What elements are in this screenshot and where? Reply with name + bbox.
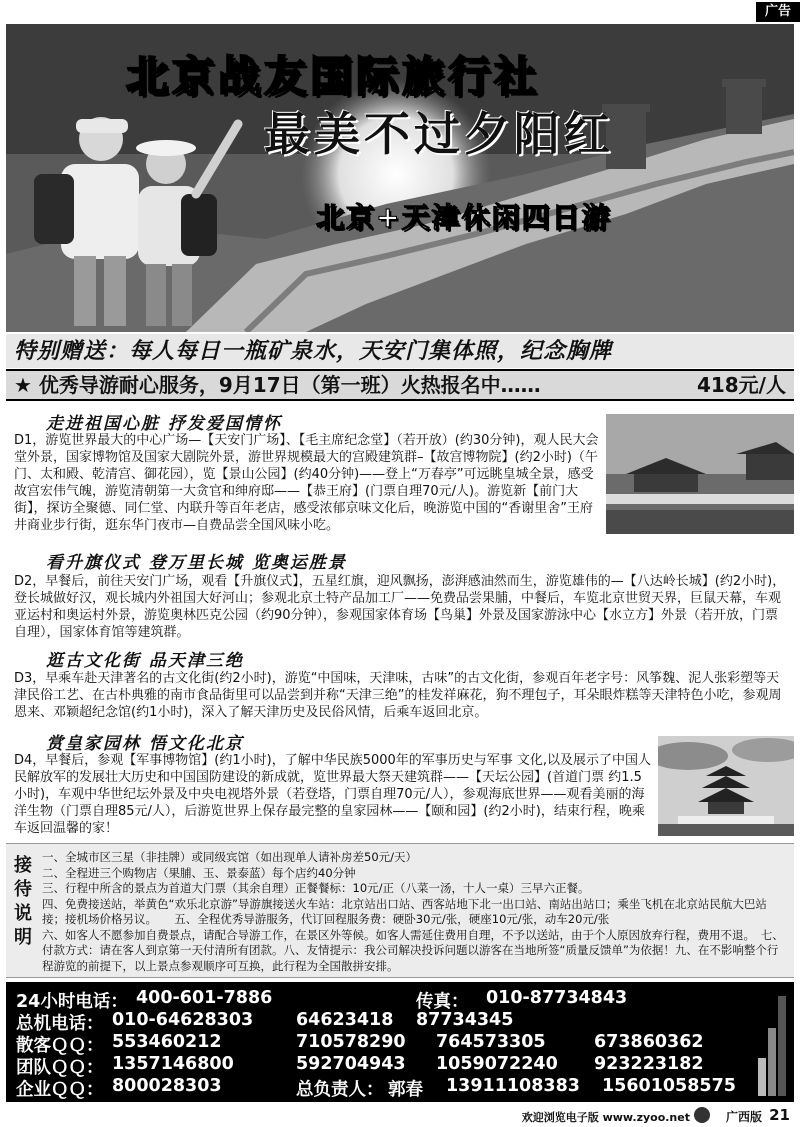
notice-line: 三、行程中所含的景点为首道大门票（其余自理）正餐餐标：10元/正（八菜一汤，十人一桌）三早六正餐。 [42, 881, 590, 895]
notice-line: 四、免费接送站，举黄色“欢乐北京游”导游旗接送火车站：北京站出口站、西客站地下北一出口站、南站出站口；乘坐飞机在北京站民航大巴站接；接机场价格另议。 五、全程优秀导游服务，代订回程服务费：硬卧30元/张，硬座10元/张，动车20元/张 [42, 896, 767, 926]
edition-label: 广西版 [725, 1110, 762, 1124]
notice-text [42, 850, 786, 974]
page-number: 21 [769, 1106, 790, 1124]
notice-line: 二、全程进三个购物店（果脯、玉、景泰蓝）每个店约40分钟 [42, 865, 356, 880]
notice-panel [6, 843, 794, 978]
day2-heading: 看升旗仪式 登万里长城 览奥运胜景 [46, 553, 347, 573]
palace-photo [606, 414, 794, 534]
tour-name: 北京+天津休闲四日游 [316, 201, 612, 234]
ad-tag: 广告 [756, 2, 800, 22]
notice-line: 六、如客人不愿参加自费景点，请配合导游工作，在景区外等候。如客人需延住费用自理，不予以送站，由于个人原因放弃行程，费用不退。 七、付款方式：请在客人到京第一天付清所有团款。八、友情提示：我公司解决投诉问题以游客在当地所签“质量反馈单”为依据！九、在不影响整个行程游览的前提下，以上景点参观顺序可互换，此行程为全国散拼安排。 [42, 927, 784, 973]
gift-line: 特别赠送：每人每日一瓶矿泉水，天安门集体照，纪念胸牌 [6, 334, 794, 368]
fax-number: 010-87734843 [486, 988, 628, 1008]
contact-panel: 24小时电话： 400-601-7886 传真： 010-87734843 总机电话： 010-64628303 64623418 87734345 散客ＱＱ： 553460212 710578290 764573305 673860362 团队ＱＱ： 1357146800 592704943 1059072240 923223182 企业ＱＱ： 800028303 总负责人： 郭春 13911108383 15601058575 [6, 982, 794, 1102]
website-link[interactable]: 欢迎浏览电子版 www.zyoo.net [521, 1111, 690, 1124]
hotline-number: 400-601-7886 [136, 988, 273, 1008]
top-bar [0, 0, 800, 24]
temple-of-heaven-photo [658, 736, 794, 836]
day4-text: D4，早餐后，参观【军事博物馆】(约1小时)，了解中华民族5000年的军事历史与军事 文化,以及展示了中国人民解放军的发展壮大历史和中国国防建设的新成就，览世界最大祭天建筑群——【天坛公园】(首道门票 约1.5小时)，车观中华世纪坛外景及中央电视塔外景（若登塔，门票自理70元/人），参观海底世界——观看美丽的海洋生物（门票自理85元/人），后游览世界上保存最完整的皇家园林——【颐和园】(约2小时)，结束行程，晚乘车返回温馨的家！ [14, 753, 652, 836]
day3-heading: 逛古文化街 品天津三绝 [46, 651, 244, 671]
day1-heading: 走进祖国心脏 抒发爱国情怀 [46, 414, 282, 434]
day2-text: D2，早餐后，前往天安门广场，观看【升旗仪式】，五星红旗，迎风飘扬，澎湃感油然而生，游览雄伟的—【八达岭长城】(约2小时)，登长城做好汉，观长城内外祖国大好河山；参观北京土特产品加工厂——免费品尝果脯，中餐后，车览北京世贸天界，巨鼠天幕，车观亚运村和奥运村外景，游览奥林匹克公园（约90分钟），参观国家体育场【鸟巢】外景及国家游泳中心【水立方】外景（若开放，门票自理），国家体育馆等建筑群。 [14, 574, 786, 640]
promo-bar [6, 369, 794, 401]
notice-label: 接 待 说 明 [14, 855, 32, 948]
day4-heading: 赏皇家园林 悟文化北京 [46, 734, 244, 754]
footer [0, 1104, 800, 1127]
agency-name: 北京战友国际旅行社 [126, 52, 541, 101]
notice-line: 一、全城市区三星（非挂牌）或同级宾馆（如出现单人请补房差50元/天） [42, 850, 418, 864]
manager-name: 郭春 [388, 1080, 423, 1100]
tour-slogan: 最美不过夕阳红 [264, 107, 614, 161]
tour-price: 418元/人 [696, 373, 786, 397]
day3-text: D3，早乘车赴天津著名的古文化街(约2小时)，游览“中国味，天津味，古味”的古文化街，参观百年老字号：风筝魏、泥人张彩塑等天津民俗工艺、在古朴典雅的南市食品街里可以品尝到并称“天津三绝”的桂发祥麻花，狗不理包子，耳朵眼炸糕等天津特色小吃，参观周恩来、邓颖超纪念馆(约1小时)，深入了解天津历史及民俗风情，后乘车返回北京。 [14, 671, 782, 720]
day1-text: D1，游览世界最大的中心广场—【天安门广场】、【毛主席纪念堂】（若开放）(约30分钟)，观人民大会堂外景，国家博物馆及国家大剧院外景，游世界规模最大的宫殿建筑群–【故宫博物院】(约2小时)（午门、太和殿、乾清宫、御花园），览【景山公园】(约40分钟)——登上“万春亭”可远眺皇城全景，感受故宫宏伟气魄，游览清朝第一大贪官和绅府邸——【恭王府】(门票自理70元/人)。游览新【前门大街】，探访全聚德、同仁堂、内联升等百年老店，感受浓郁京味文化后，晚游览中国的“香谢里舍”王府井商业步行街，逛东华门夜市—自费品尝全国风味小吃。 [14, 433, 599, 533]
hero-banner [6, 24, 794, 332]
publisher-logo-icon [694, 1107, 710, 1123]
promo-text: ★ 优秀导游耐心服务，9月17日（第一班）火热报名中…… [14, 373, 541, 397]
decorative-bars [756, 988, 790, 1098]
